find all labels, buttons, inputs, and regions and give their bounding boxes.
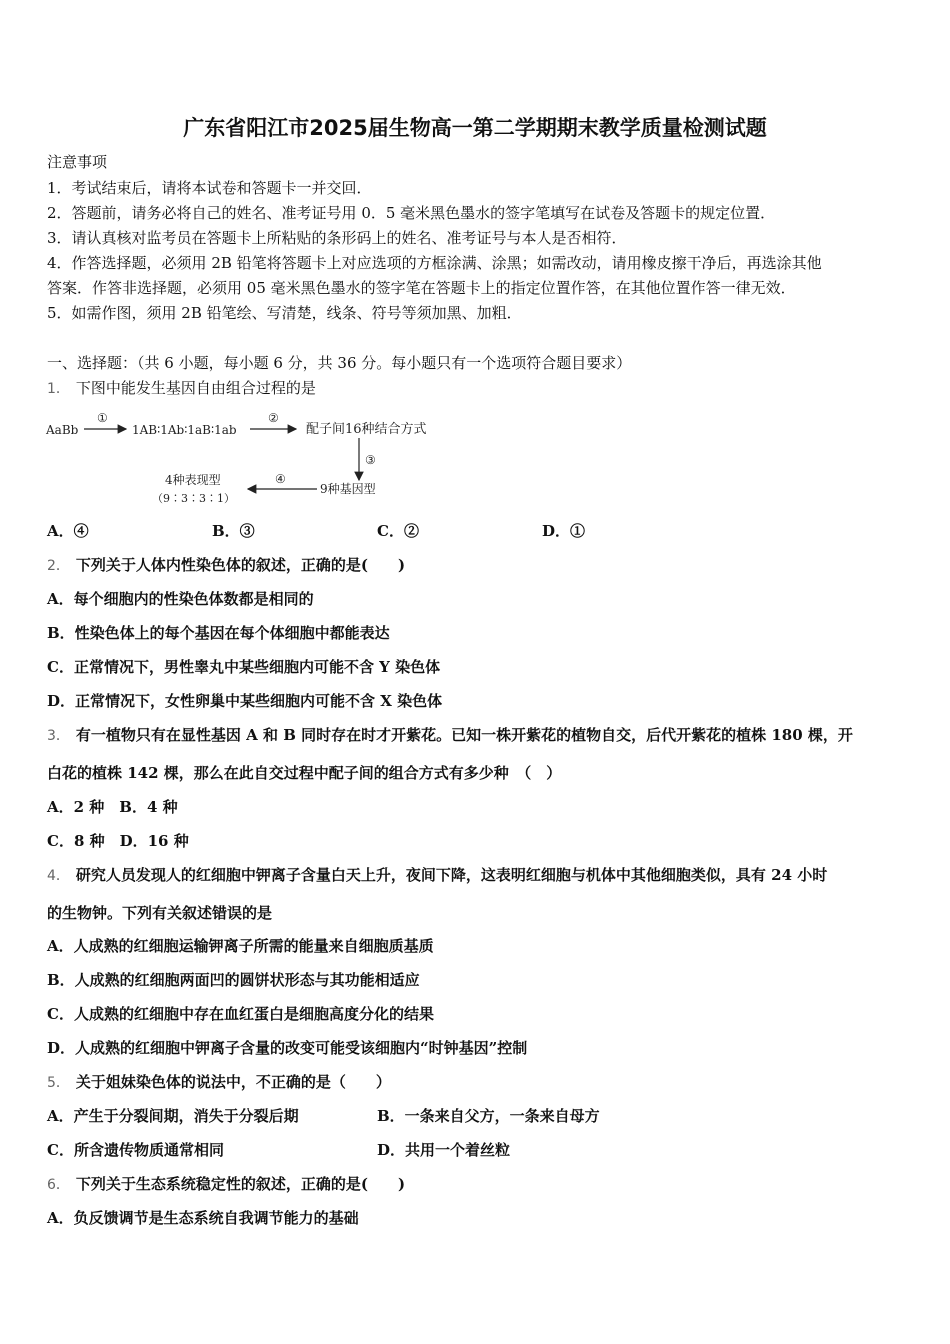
q1-option-d[interactable]: D．① [542,522,586,540]
question-stem: 下列关于人体内性染色体的叙述，正确的是( ) [75,556,406,574]
page-title: 广东省阳江市2025届生物高一第二学期期末教学质量检测试题 [183,116,767,140]
notice-heading: 注意事项 [47,153,108,171]
q3-options-ab[interactable]: A．2 种 B．4 种 [47,798,178,816]
q2-option-c[interactable]: C．正常情况下，男性睾丸中某些细胞内可能不含 Y 染色体 [47,658,441,676]
diagram-step-3: ③ [365,453,376,467]
q5-option-b[interactable]: B．一条来自父方，一条来自母方 [377,1107,600,1125]
q6-option-a[interactable]: A．负反馈调节是生态系统自我调节能力的基础 [47,1209,359,1227]
q4-option-b[interactable]: B．人成熟的红细胞两面凹的圆饼状形态与其功能相适应 [47,971,420,989]
question-stem: 有一植物只有在显性基因 A 和 B 同时存在时才开紫花。已知一株开紫花的植物自交，后代开紫花的植株 180 棵，开 [75,726,853,744]
gene-combination-diagram [44,406,444,510]
q4-option-a[interactable]: A．人成熟的红细胞运输钾离子所需的能量来自细胞质基质 [47,937,434,955]
q2-option-d[interactable]: D．正常情况下，女性卵巢中某些细胞内可能不含 X 染色体 [47,692,443,710]
question-stem: 下图中能发生基因自由组合过程的是 [75,379,316,397]
q2-option-b[interactable]: B．性染色体上的每个基因在每个体细胞中都能表达 [47,624,390,642]
diagram-node-ratio: （9∶3∶3∶1） [152,492,235,505]
question-3-continued: 白花的植株 142 棵，那么在此自交过程中配子间的组合方式有多少种 （ ） [47,764,562,782]
q4-option-d[interactable]: D．人成熟的红细胞中钾离子含量的改变可能受该细胞内“时钟基因”控制 [47,1039,528,1057]
question-number: 1． [47,381,70,397]
question-6 [47,1173,405,1194]
diagram-node-genotypes: 9种基因型 [320,482,376,496]
question-1 [47,377,316,398]
question-number: 5． [47,1075,70,1091]
diagram-node-gametes: 1AB∶1Ab∶1aB∶1ab [132,423,237,437]
diagram-node-parent: AaBb [46,423,79,437]
diagram-step-2: ② [268,411,279,425]
notice-item: 答案．作答非选择题，必须用 05 毫米黑色墨水的签字笔在答题卡上的指定位置作答，在其他位置作答一律无效． [47,279,796,297]
question-3 [47,724,853,745]
q1-option-a[interactable]: A．④ [47,522,89,540]
diagram-node-combinations: 配子间16种结合方式 [306,422,427,437]
question-stem: 研究人员发现人的红细胞中钾离子含量白天上升，夜间下降，这表明红细胞与机体中其他细胞类似，具有 24 小时 [75,866,828,884]
diagram-step-4: ④ [275,472,286,486]
question-4-continued: 的生物钟。下列有关叙述错误的是 [47,904,273,922]
question-stem: 关于姐妹染色体的说法中，不正确的是（ ） [75,1073,391,1091]
question-number: 2． [47,558,70,574]
notice-item: 4．作答选择题，必须用 2B 铅笔将答题卡上对应选项的方框涂满、涂黑；如需改动，请用橡皮擦干净后，再选涂其他 [47,254,822,272]
notice-item: 5．如需作图，须用 2B 铅笔绘、写清楚，线条、符号等须加黑、加粗． [47,304,522,322]
q5-option-a[interactable]: A．产生于分裂间期，消失于分裂后期 [47,1107,299,1125]
question-5 [47,1071,391,1092]
question-stem: 下列关于生态系统稳定性的叙述，正确的是( ) [75,1175,406,1193]
question-2 [47,554,405,575]
q5-option-c[interactable]: C．所含遗传物质通常相同 [47,1141,224,1159]
diagram-node-phenotypes: 4种表现型 [165,473,221,487]
diagram-step-1: ① [97,411,108,425]
notice-item: 3．请认真核对监考员在答题卡上所粘贴的条形码上的姓名、准考证号与本人是否相符． [47,229,627,247]
q1-option-c[interactable]: C．② [377,522,419,540]
question-number: 3． [47,728,70,744]
q4-option-c[interactable]: C．人成熟的红细胞中存在血红蛋白是细胞高度分化的结果 [47,1005,434,1023]
notice-item: 1．考试结束后，请将本试卷和答题卡一并交回． [47,179,372,197]
q2-option-a[interactable]: A．每个细胞内的性染色体数都是相同的 [47,590,314,608]
notice-item: 2．答题前，请务必将自己的姓名、准考证号用 0．5 毫米黑色墨水的签字笔填写在试卷及答题卡的规定位置． [47,204,776,222]
q5-option-d[interactable]: D．共用一个着丝粒 [377,1141,511,1159]
q1-option-b[interactable]: B．③ [212,522,255,540]
question-4 [47,864,827,885]
question-number: 6． [47,1177,70,1193]
section-heading: 一、选择题：（共 6 小题，每小题 6 分，共 36 分。每小题只有一个选项符合题目要求） [47,354,632,372]
question-number: 4． [47,868,70,884]
q3-options-cd[interactable]: C．8 种 D．16 种 [47,832,189,850]
